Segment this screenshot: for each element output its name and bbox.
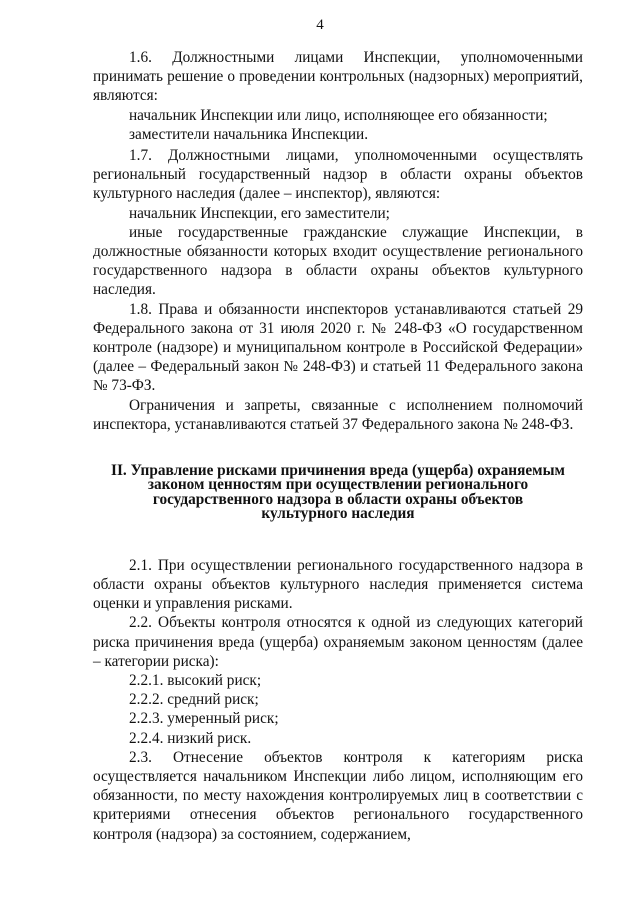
paragraph-2-1: 2.1. При осуществлении регионального государственного надзора в области охраны объектов культурного наследия применяется система оценки и управления рисками. — [93, 556, 583, 613]
paragraph-2-2-3: 2.2.3. умеренный риск; — [129, 710, 279, 728]
paragraph-2-2-2: 2.2.2. средний риск; — [129, 691, 259, 709]
paragraph-civil-servants: иные государственные гражданские служащие Инспекции, в должностные обязанности которых входит осуществление регионального государственного надзора в области охраны объектов культурного наследия. — [93, 223, 583, 299]
paragraph-1-7: 1.7. Должностными лицами, уполномоченными осуществлять региональный государственный надзор в области охраны объектов культурного наследия (далее – инспектор), являются: — [93, 147, 583, 203]
paragraph-head-and-deputies: начальник Инспекции, его заместители; — [129, 204, 390, 222]
paragraph-deputies: заместители начальника Инспекции. — [129, 125, 369, 143]
paragraph-2-2-4: 2.2.4. низкий риск. — [129, 729, 252, 747]
paragraph-2-2: 2.2. Объекты контроля относятся к одной из следующих категорий риска причинения вреда (ущерба) охраняемым законом ценностям (далее – категории риска): — [93, 614, 583, 670]
section-heading-line-1: II. Управление рисками причинения вреда (ущерба) охраняемым — [111, 462, 565, 480]
paragraph-2-2-1: 2.2.1. высокий риск; — [129, 671, 262, 689]
paragraph-1-8: 1.8. Права и обязанности инспекторов устанавливаются статьей 29 Федерального закона от 31 июля 2020 г. № 248-ФЗ «О государственном контроле (надзоре) и муниципальном контроле в Российской Федерации» (далее – Федеральный закон № 248-ФЗ) и статьей 11 Федерального закона № 73-ФЗ. — [93, 300, 583, 395]
paragraph-restrictions: Ограничения и запреты, связанные с исполнением полномочий инспектора, устанавливаются статьей 37 Федерального закона № 248-ФЗ. — [93, 396, 583, 433]
section-heading-line-2: законом ценностям при осуществлении регионального — [147, 476, 529, 494]
section-heading-line-4: культурного наследия — [261, 505, 415, 523]
paragraph-1-6: 1.6. Должностными лицами Инспекции, уполномоченными принимать решение о проведении контрольных (надзорных) мероприятий, являются: — [93, 49, 583, 105]
section-heading-line-3: государственного надзора в области охраны объектов — [152, 490, 524, 508]
paragraph-head-of-inspection: начальник Инспекции или лицо, исполняющее его обязанности; — [129, 106, 548, 124]
paragraph-2-3: 2.3. Отнесение объектов контроля к категориям риска осуществляется начальником Инспекции либо лицом, исполняющим его обязанности, по месту нахождения контролируемых лиц в соответствии с критериями отнесения объектов регионального государственного контроля (надзора) за состоянием, содержанием, — [93, 748, 583, 843]
document-body — [93, 48, 583, 844]
section-heading — [93, 464, 583, 522]
page-number: 4 — [316, 17, 324, 33]
